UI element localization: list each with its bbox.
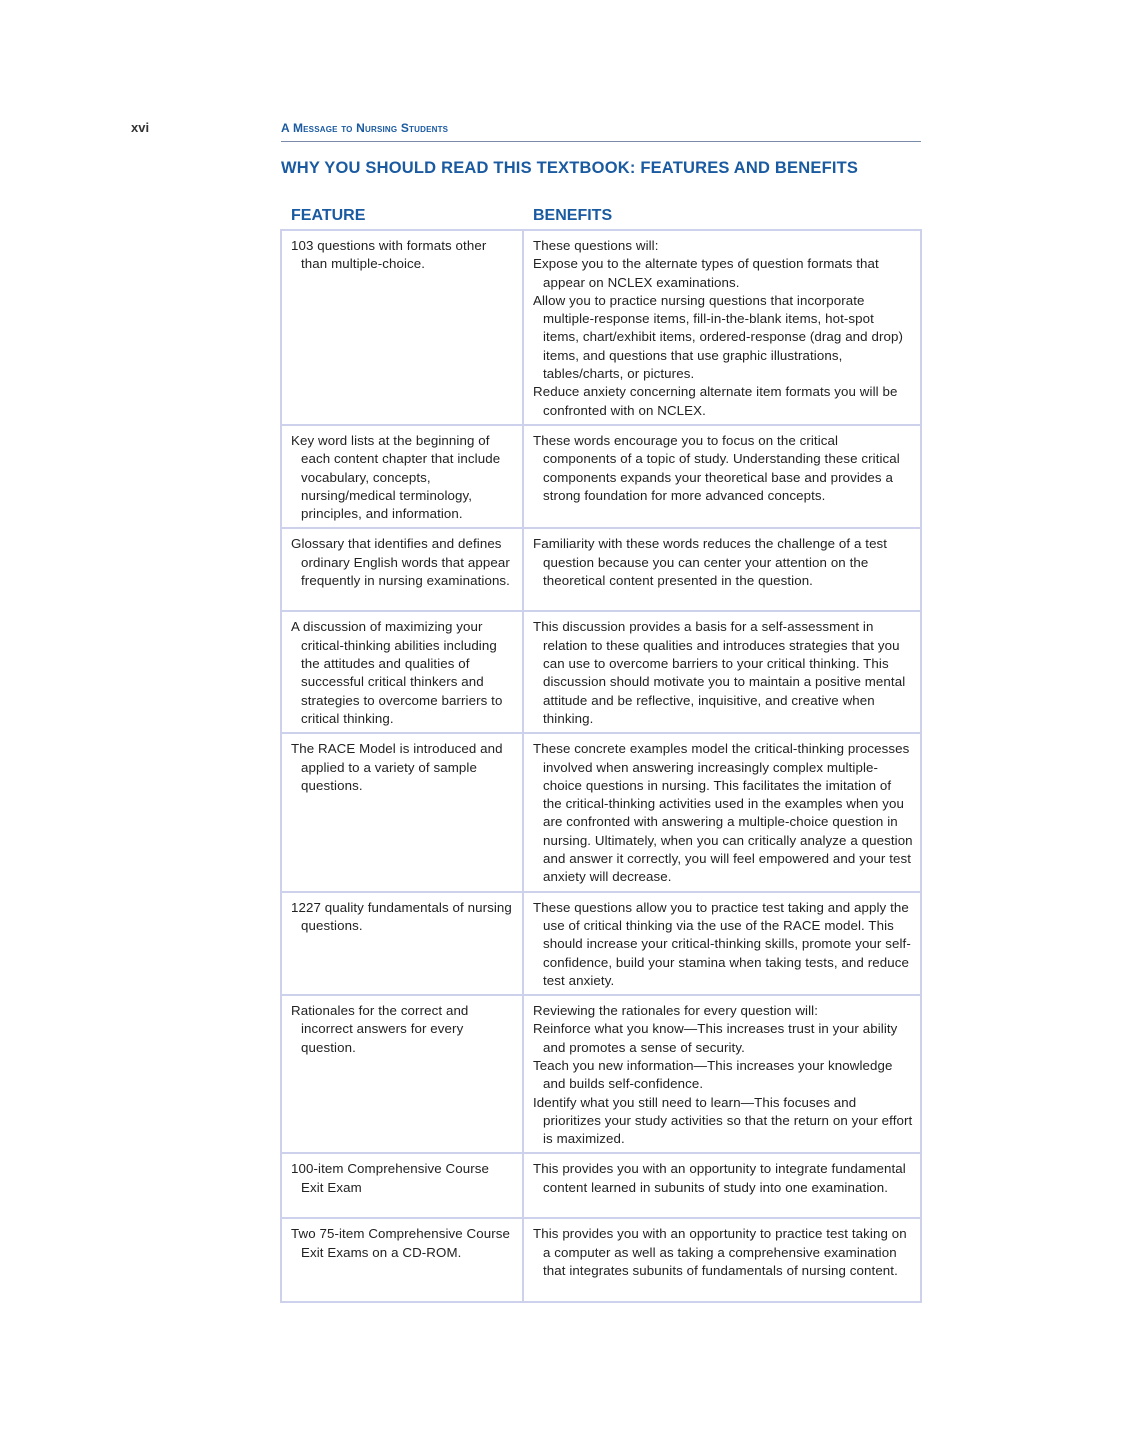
benefits-cell (523, 733, 921, 891)
feature-cell (281, 995, 523, 1153)
page-number: xvi (131, 120, 150, 135)
benefit-paragraph: Reviewing the rationales for every question will: (533, 1003, 819, 1019)
feature-cell (281, 733, 523, 891)
feature-text: The RACE Model is introduced and applied to a variety of sample questions. (291, 741, 503, 793)
feature-text: 103 questions with formats other than multiple-choice. (291, 238, 487, 272)
feature-cell (281, 1153, 523, 1218)
benefit-paragraph: Reduce anxiety concerning alternate item formats you will be confronted with on NCLEX. (533, 384, 898, 418)
benefits-cell (523, 230, 921, 425)
benefit-paragraph: This discussion provides a basis for a self-assessment in relation to these qualities and introduces strategies that you can use to overcome barriers to your critical thinking. This discussion should motivate you to maintain a positive mental attitude and be reflective, inquisitive, and creative when thinking. (533, 619, 906, 726)
benefit-paragraph: Identify what you still need to learn—This focuses and prioritizes your study activities so that the return on your effort is maximized. (533, 1094, 913, 1147)
table-row (281, 425, 921, 528)
feature-cell (281, 611, 523, 733)
section-title: WHY YOU SHOULD READ THIS TEXTBOOK: FEATURES AND BENEFITS (281, 159, 859, 177)
benefit-paragraph: These words encourage you to focus on the critical components of a topic of study. Understanding these critical components expands your theoretical base and provides a strong foundation for more advanced concepts. (533, 432, 900, 503)
feature-cell (281, 528, 523, 611)
features-benefits-table (280, 229, 922, 1303)
feature-text: Two 75-item Comprehensive Course Exit Exams on a CD-ROM. (291, 1226, 510, 1260)
table-row (281, 1153, 921, 1218)
benefits-cell (523, 892, 921, 995)
header-rule (281, 141, 921, 142)
feature-cell (281, 425, 523, 528)
table-row (281, 892, 921, 995)
benefit-paragraph: These concrete examples model the critical-thinking processes involved when answering increasingly complex multiple-choice questions in nursing. This facilitates the imitation of the critical-thinking activities used in the examples when you are confronted with answering a multiple-choice question in nursing. Ultimately, when you can critically analyze a question and answer it correctly, you will feel empowered and your test anxiety will decrease. (533, 741, 913, 885)
feature-column-header: FEATURE (291, 207, 366, 224)
benefit-paragraph: This provides you with an opportunity to integrate fundamental content learned in subunits of study into one examination. (533, 1161, 906, 1195)
benefits-cell (523, 611, 921, 733)
benefits-cell (523, 995, 921, 1153)
benefits-column-header: BENEFITS (533, 207, 613, 224)
table-row (281, 733, 921, 891)
feature-text: 100-item Comprehensive Course Exit Exam (291, 1161, 490, 1195)
feature-cell (281, 230, 523, 425)
benefits-cell (523, 1153, 921, 1218)
benefit-paragraph: Expose you to the alternate types of question formats that appear on NCLEX examinations. (533, 256, 879, 290)
table-row (281, 230, 921, 425)
benefit-paragraph: These questions will: (533, 238, 659, 253)
table-row (281, 1218, 921, 1302)
feature-text: A discussion of maximizing your critical-thinking abilities including the attitudes and qualities of successful critical thinkers and strategies to overcome barriers to critical thinking. (291, 619, 503, 726)
benefits-cell (523, 1218, 921, 1302)
table-row (281, 995, 921, 1153)
benefit-paragraph: Familiarity with these words reduces the challenge of a test question because you can center your attention on the theoretical content presented in the question. (533, 536, 888, 589)
table-row (281, 611, 921, 733)
benefits-cell (523, 528, 921, 611)
benefit-paragraph: Allow you to practice nursing questions that incorporate multiple-response items, fill-in-the-blank items, hot-spot items, chart/exhibit items, ordered-response (drag and drop) items, and questions that use graphic illustrations, tables/charts, or pictures. (533, 292, 904, 382)
feature-text: 1227 quality fundamentals of nursing questions. (291, 899, 512, 933)
benefit-paragraph: This provides you with an opportunity to practice test taking on a computer as well as taking a comprehensive examination that integrates subunits of fundamentals of nursing content. (533, 1226, 907, 1279)
feature-cell (281, 892, 523, 995)
benefit-paragraph: Teach you new information—This increases your knowledge and builds self-confidence. (533, 1057, 893, 1092)
feature-cell (281, 1218, 523, 1302)
feature-text: Glossary that identifies and defines ordinary English words that appear frequently in nursing examinations. (291, 536, 510, 589)
feature-text: Key word lists at the beginning of each content chapter that include vocabulary, concepts, nursing/medical terminology, principles, and information. (291, 432, 501, 522)
benefit-paragraph: These questions allow you to practice test taking and apply the use of critical thinking via the use of the RACE model. This should increase your critical-thinking skills, promote your self-confidence, build your stamina when taking tests, and reduce test anxiety. (533, 899, 911, 988)
running-head: A Message to Nursing Students (281, 121, 449, 135)
table-row (281, 528, 921, 611)
benefit-paragraph: Reinforce what you know—This increases trust in your ability and promotes a sense of security. (533, 1021, 898, 1055)
feature-text: Rationales for the correct and incorrect answers for every question. (291, 1003, 469, 1055)
benefits-cell (523, 425, 921, 528)
